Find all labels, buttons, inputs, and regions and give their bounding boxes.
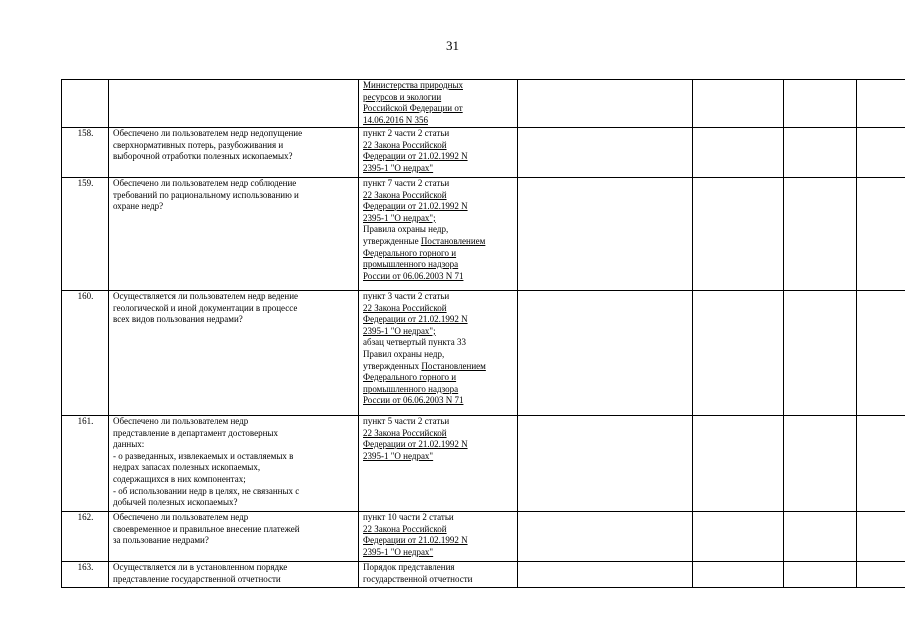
col5-cell	[693, 562, 784, 588]
col7-cell	[857, 562, 905, 588]
legal-basis-text: утвержденные	[363, 235, 421, 246]
col5-cell	[693, 80, 784, 128]
legal-basis-cell	[359, 416, 518, 512]
legal-basis-link[interactable]: 2395-1 "О недрах"	[363, 546, 434, 557]
legal-basis-link[interactable]: 22 Закона Российской	[363, 302, 447, 313]
legal-basis-line: пункт 3 части 2 статьи	[363, 291, 450, 301]
question-cell	[109, 562, 359, 588]
legal-basis-link[interactable]: 22 Закона Российской	[363, 189, 447, 200]
question-cell	[109, 178, 359, 291]
legal-basis-line: Порядок представления	[363, 562, 455, 572]
checklist-table	[61, 79, 905, 588]
item-number: 160.	[62, 291, 109, 416]
legal-basis-cell	[359, 512, 518, 562]
question-line: геологической и иной документации в процессе	[113, 302, 298, 313]
legal-basis-cell	[359, 178, 518, 291]
legal-basis-line	[363, 361, 514, 373]
col5-cell	[693, 291, 784, 416]
legal-basis-link[interactable]: 22 Закона Российской	[363, 427, 447, 438]
legal-basis-line: пункт 10 части 2 статьи	[363, 512, 454, 522]
table-row	[62, 128, 905, 178]
question-cell	[109, 512, 359, 562]
question-line: Обеспечено ли пользователем недр	[113, 416, 249, 426]
legal-basis-link[interactable]: Федерального горного и	[363, 247, 457, 258]
legal-basis-link[interactable]: 14.06.2016 N 356	[363, 114, 428, 125]
result-cell	[518, 562, 693, 588]
legal-basis-link[interactable]: Федерации от 21.02.1992 N	[363, 439, 468, 450]
legal-basis-link[interactable]: 2395-1 "О недрах";	[363, 325, 436, 336]
table-row	[62, 512, 905, 562]
legal-basis-line: государственной отчетности	[363, 573, 473, 584]
item-number: 163.	[62, 562, 109, 588]
col5-cell	[693, 178, 784, 291]
page-number: 31	[446, 38, 459, 53]
col7-cell	[857, 178, 905, 291]
col7-cell	[857, 80, 905, 128]
legal-basis-text: утвержденных	[363, 360, 422, 371]
item-number: 162.	[62, 512, 109, 562]
legal-basis-link[interactable]: Федерального горного и	[363, 372, 457, 383]
question-line: Обеспечено ли пользователем недр соблюдение	[113, 178, 297, 188]
question-line: сверхнормативных потерь, разубоживания и	[113, 139, 284, 150]
legal-basis-link[interactable]: России от 06.06.2003 N 71	[363, 270, 464, 281]
legal-basis-link[interactable]: промышленного надзора	[363, 383, 459, 394]
result-cell	[518, 80, 693, 128]
legal-basis-line: пункт 2 части 2 статьи	[363, 128, 450, 138]
table-row	[62, 562, 905, 588]
col6-cell	[784, 416, 857, 512]
col5-cell	[693, 416, 784, 512]
question-line: добычей полезных ископаемых?	[113, 497, 238, 508]
result-cell	[518, 291, 693, 416]
legal-basis-link[interactable]: Российской Федерации от	[363, 103, 463, 114]
item-number: 161.	[62, 416, 109, 512]
col6-cell	[784, 562, 857, 588]
question-line: Обеспечено ли пользователем недр недопущение	[113, 128, 303, 138]
question-cell	[109, 416, 359, 512]
legal-basis-link[interactable]: Федерации от 21.02.1992 N	[363, 314, 468, 325]
col5-cell	[693, 128, 784, 178]
question-line: требований по рациональному использованию и	[113, 189, 299, 200]
legal-basis-cell	[359, 562, 518, 588]
legal-basis-link[interactable]: 2395-1 "О недрах"	[363, 162, 434, 173]
question-line: за пользование недрами?	[113, 535, 209, 546]
question-line: Осуществляется ли пользователем недр ведение	[113, 291, 299, 301]
item-number: 159.	[62, 178, 109, 291]
legal-basis-link[interactable]: Федерации от 21.02.1992 N	[363, 535, 468, 546]
question-line: данных:	[113, 439, 145, 450]
legal-basis-line: Правила охраны недр,	[363, 224, 449, 235]
item-number: 158.	[62, 128, 109, 178]
table-row	[62, 416, 905, 512]
col6-cell	[784, 178, 857, 291]
col7-cell	[857, 128, 905, 178]
question-line: представление государственной отчетности	[113, 573, 281, 584]
table-row	[62, 178, 905, 291]
legal-basis-line: абзац четвертый пункта 33	[363, 337, 466, 348]
legal-basis-line: пункт 5 части 2 статьи	[363, 416, 450, 426]
question-cell	[109, 128, 359, 178]
legal-basis-cell	[359, 291, 518, 416]
question-line: представление в департамент достоверных	[113, 427, 278, 438]
legal-basis-link[interactable]: Федерации от 21.02.1992 N	[363, 151, 468, 162]
question-line: Обеспечено ли пользователем недр	[113, 512, 249, 522]
legal-basis-link[interactable]: Постановлением	[421, 360, 486, 371]
question-line: - об использовании недр в целях, не связанных с	[113, 485, 300, 496]
question-line: - о разведанных, извлекаемых и оставляемых в	[113, 450, 294, 461]
result-cell	[518, 178, 693, 291]
legal-basis-link[interactable]: промышленного надзора	[363, 259, 459, 270]
legal-basis-link[interactable]: 2395-1 "О недрах";	[363, 212, 436, 223]
legal-basis-link[interactable]: 2395-1 "О недрах"	[363, 450, 434, 461]
item-number	[62, 80, 109, 128]
col6-cell	[784, 128, 857, 178]
result-cell	[518, 416, 693, 512]
col6-cell	[784, 80, 857, 128]
legal-basis-link[interactable]: 22 Закона Российской	[363, 523, 447, 534]
col6-cell	[784, 291, 857, 416]
question-line: содержащихся в них компонентах;	[113, 473, 246, 484]
question-line: недрах запасах полезных ископаемых,	[113, 462, 261, 473]
table-row	[62, 291, 905, 416]
table-row	[62, 80, 905, 128]
question-line: выборочной отработки полезных ископаемых?	[113, 151, 293, 162]
col7-cell	[857, 416, 905, 512]
result-cell	[518, 128, 693, 178]
legal-basis-link[interactable]: Министерства природных	[363, 80, 463, 90]
question-line: Осуществляется ли в установленном порядке	[113, 562, 288, 572]
col7-cell	[857, 512, 905, 562]
legal-basis-link[interactable]: Постановлением	[420, 235, 486, 246]
legal-basis-line	[363, 236, 514, 248]
question-line: всех видов пользования недрами?	[113, 314, 243, 325]
legal-basis-cell	[359, 80, 518, 128]
question-cell	[109, 291, 359, 416]
question-line: своевременное и правильное внесение платежей	[113, 523, 300, 534]
legal-basis-link[interactable]: 22 Закона Российской	[363, 139, 447, 150]
legal-basis-line: пункт 7 части 2 статьи	[363, 178, 450, 188]
legal-basis-cell	[359, 128, 518, 178]
legal-basis-line: Правил охраны недр,	[363, 348, 445, 359]
legal-basis-link[interactable]: ресурсов и экологии	[363, 91, 442, 102]
col6-cell	[784, 512, 857, 562]
question-line: охране недр?	[113, 201, 164, 212]
legal-basis-link[interactable]: России от 06.06.2003 N 71	[363, 395, 464, 406]
question-cell	[109, 80, 359, 128]
col5-cell	[693, 512, 784, 562]
legal-basis-link[interactable]: Федерации от 21.02.1992 N	[363, 201, 468, 212]
result-cell	[518, 512, 693, 562]
col7-cell	[857, 291, 905, 416]
